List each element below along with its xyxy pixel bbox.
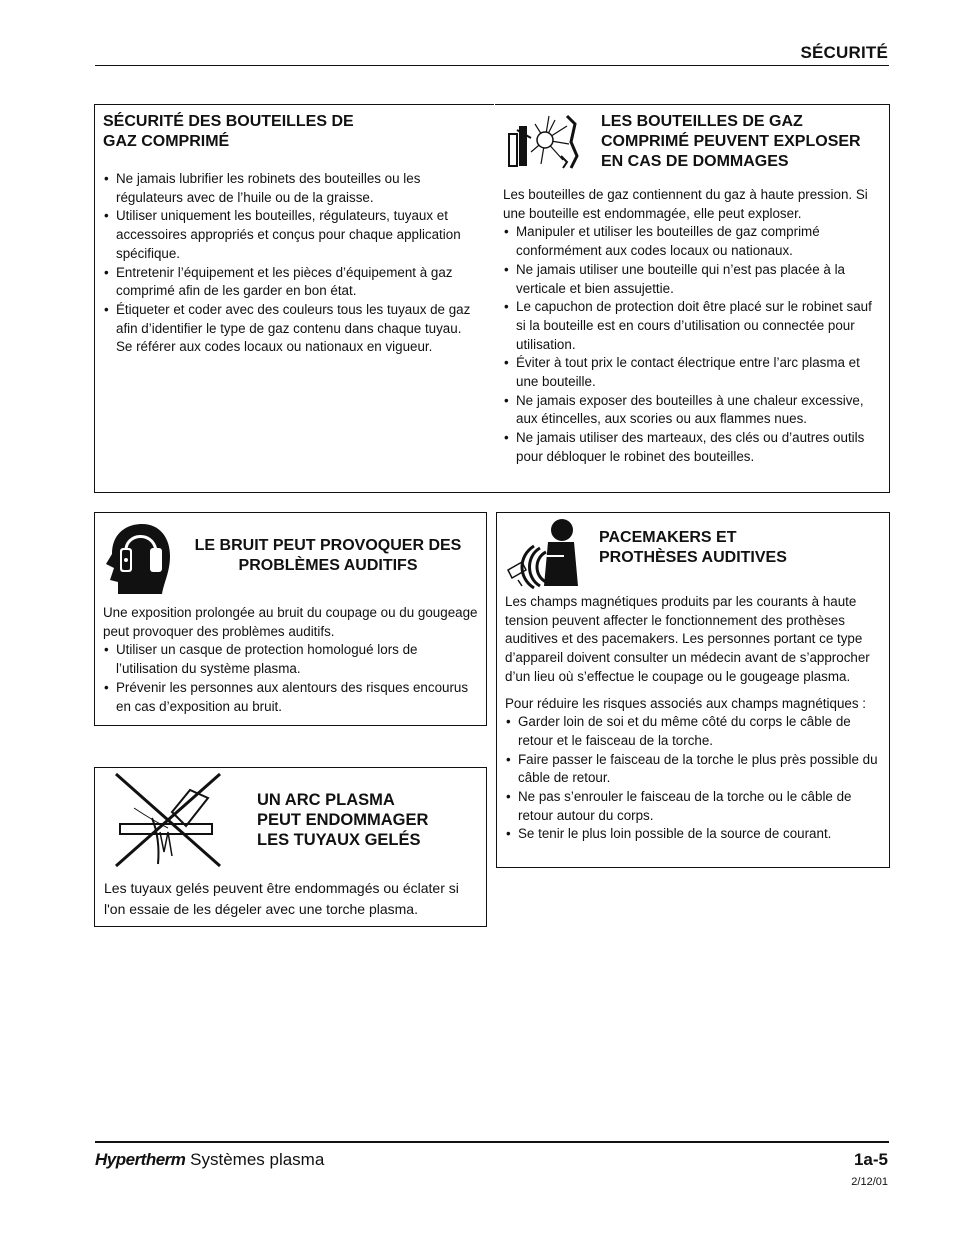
no-thawing-pipes-icon	[112, 772, 224, 868]
ear-protection-icon	[104, 520, 172, 598]
brand-logo: Hypertherm	[95, 1150, 186, 1169]
list-item: • Se tenir le plus loin possible de la source de courant.	[505, 825, 881, 844]
pacemaker-intro2: Pour réduire les risques associés aux champs magnétiques :	[505, 695, 866, 711]
gas-safety-title: SÉCURITÉ DES BOUTEILLES DE GAZ COMPRIMÉ	[103, 113, 354, 150]
list-item: • Éviter à tout prix le contact électrique entre l’arc plasma et une bouteille.	[503, 354, 881, 391]
frozen-pipes-text: Les tuyaux gelés peuvent être endommagés ou éclater si l'on essaie de les dégeler avec une torche plasma.	[104, 880, 459, 917]
magnetic-field-icon	[504, 518, 590, 588]
list-item: • Ne pas s’enrouler le faisceau de la torche ou le câble de retour autour du corps.	[505, 788, 881, 825]
noise-text	[103, 604, 479, 716]
gas-explode-intro: Les bouteilles de gaz contiennent du gaz à haute pression. Si une bouteille est endommagée, elle peut exploser.	[503, 187, 868, 221]
box-divider	[494, 104, 495, 124]
gas-explode-title: LES BOUTEILLES DE GAZ COMPRIMÉ PEUVENT EXPLOSER EN CAS DE DOMMAGES	[601, 113, 861, 170]
pacemaker-title: PACEMAKERS ET PROTHÈSES AUDITIVES	[599, 529, 787, 566]
list-item: • Ne jamais utiliser une bouteille qui n’est pas placée à la verticale et bien assujettie.	[503, 261, 881, 298]
list-item: • Ne jamais utiliser des marteaux, des clés ou d’autres outils pour débloquer le robinet des bouteilles.	[503, 429, 881, 466]
header-rule	[95, 65, 889, 66]
list-item: • Ne jamais lubrifier les robinets des bouteilles ou les régulateurs avec de l’huile ou de la graisse.	[103, 170, 479, 207]
list-item: • Utiliser un casque de protection homologué lors de l’utilisation du système plasma.	[103, 641, 479, 678]
revision-date: 2/12/01	[851, 1176, 888, 1188]
gas-explode-text	[503, 186, 881, 467]
list-item: • Garder loin de soi et du même côté du corps le câble de retour et le faisceau de la torche.	[505, 713, 881, 750]
list-item: • Ne jamais exposer des bouteilles à une chaleur excessive, aux étincelles, aux scories ou aux flammes nues.	[503, 392, 881, 429]
exploding-cylinder-icon	[505, 112, 591, 172]
list-item: • Manipuler et utiliser les bouteilles de gaz comprimé conformément aux codes locaux ou nationaux.	[503, 223, 881, 260]
page-number: 1a-5	[853, 1150, 888, 1169]
noise-intro: Une exposition prolongée au bruit du coupage ou du gougeage peut provoquer des problèmes auditifs.	[103, 605, 478, 639]
gas-safety-list	[103, 170, 479, 357]
noise-title: LE BRUIT PEUT PROVOQUER DES PROBLÈMES AUDITIFS	[194, 537, 462, 574]
list-item: • Faire passer le faisceau de la torche le plus près possible du câble de retour.	[505, 751, 881, 788]
pacemaker-intro: Les champs magnétiques produits par les courants à haute tension peuvent affecter le fonctionnement des prothèses auditives et des pacemakers. Les personnes portant ce type d’appareil doivent consulter un médecin avant de s’approcher d’un lieu où s’effectue le coupage ou le gougeage plasma.	[505, 594, 870, 684]
footer-rule	[95, 1141, 889, 1143]
list-item: • Utiliser uniquement les bouteilles, régulateurs, tuyaux et accessoires appropriés et conçus pour chaque application spécifique.	[103, 207, 479, 263]
product-name: Systèmes plasma	[185, 1150, 325, 1169]
list-item: • Entretenir l’équipement et les pièces d’équipement à gaz comprimé afin de les garder en bon état.	[103, 264, 479, 301]
frozen-pipes-title: UN ARC PLASMA PEUT ENDOMMAGER LES TUYAUX GELÉS	[257, 791, 429, 849]
list-item: • Étiqueter et coder avec des couleurs tous les tuyaux de gaz afin d’identifier le type de gaz contenu dans chaque tuyau. Se référer aux codes locaux ou nationaux en vigueur.	[103, 301, 479, 357]
footer-brand	[95, 1150, 324, 1170]
section-title: SÉCURITÉ	[800, 43, 888, 62]
pacemaker-text	[505, 593, 881, 844]
list-item: • Le capuchon de protection doit être placé sur le robinet sauf si la bouteille est en cours d’utilisation ou connectée pour utilisation.	[503, 298, 881, 354]
list-item: • Prévenir les personnes aux alentours des risques encourus en cas d’exposition au bruit.	[103, 679, 479, 716]
